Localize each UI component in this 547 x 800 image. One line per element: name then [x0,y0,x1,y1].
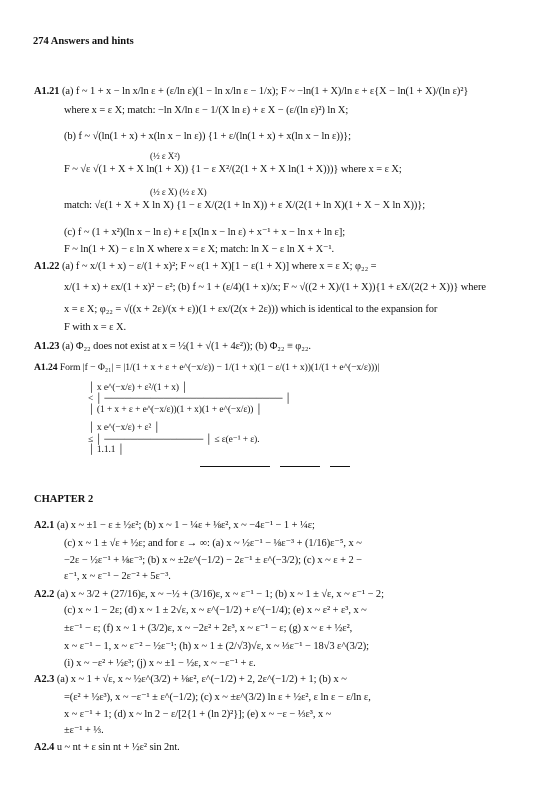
inequality-line: │ x e^(−x/ε) + ε² │ [88,423,161,433]
answer-line [64,226,345,238]
answer-text: ε⁻¹, x ~ ε⁻¹ − 2ε⁻² + 5ε⁻³. [64,571,171,582]
answer-number: A1.21 [34,86,60,97]
answer-line [34,519,315,531]
answer-text: (c) f ~ (1 + x²)(ln x − ln ε) + ε [x(ln x − ln ε) + x⁻¹ + x − ln x + ln ε]; [64,227,346,238]
running-head: 274 Answers and hints [33,36,134,47]
answer-line [64,622,352,634]
answer-number: A1.24 [34,362,58,373]
answer-line [64,243,334,255]
answer-text: x/(1 + x) + εx/(1 + x)² − ε²; (b) f ~ 1 + (ε/4)(1 + x)/x; F ~ √((2 + X)/(1 + X)){1 + εX/(2(2 + X))} where [64,282,486,293]
answer-text: where x = ε X; match: −ln X/ln ε − 1/(X ln ε) + ε X − (ε/(ln ε)²) ln X; [64,105,349,116]
answer-text: u ~ nt + ε sin nt + ½ε² sin 2nt. [56,742,180,753]
chapter-title: CHAPTER 2 [34,494,94,505]
answer-text: Form |f − Φ₂₁| = |1/(1 + x + ε + e^(−x/ε)) − 1/(1 + x)(1 − ε/(1 + x))(1/(1 + e^(−x/ε)))| [59,362,380,373]
answer-text: ±ε⁻¹ + ⅓. [64,725,104,736]
answer-text: (b) f ~ √(ln(1 + x) + x(ln x − ln ε)) {1 + ε/(ln(1 + x) + x(ln x − ln ε))}; [64,131,351,142]
answer-text: F ~ ln(1 + X) − ε ln X where x = ε X; match: ln X − ε ln X + X⁻¹. [64,244,335,255]
answer-text: (½ ε X) (½ ε X) [150,187,207,197]
answer-text: (a) x ~ 3/2 + (27/16)ε, x ~ −½ + (3/16)ε, x ~ ε⁻¹ − 1; (b) x ~ 1 ± √ε, x ~ ε⁻¹ − 2; [56,589,384,600]
answer-number: A1.22 [34,261,60,272]
answer-line [64,105,348,116]
answer-text: (a) Φ₂₂ does not exist at x = ½(1 + √(1 + 4ε²)); (b) Φ₂₂ ≡ φ₂₂. [62,341,311,352]
answer-text: (c) x ~ 1 − 2ε; (d) x ~ 1 ± 2√ε, x ~ ε^(−1/2) + ε^(−1/4); (e) x ~ ε² + ε³, x ~ [64,605,367,616]
answer-number: A2.1 [34,520,55,531]
inequality-line: │ (1 + x + ε + e^(−x/ε))(1 + x)(1 + e^(−x/ε)) │ [88,405,263,415]
answer-line [64,605,367,616]
answer-text: (i) x ~ −ε² + ½ε³; (j) x ~ ±1 − ½ε, x ~ −ε⁻¹ + ε. [64,658,256,669]
answer-text: ±ε⁻¹ − ε; (f) x ~ 1 + (3/2)ε, x ~ −2ε² + 2ε³, x ~ ε⁻¹ − ε; (g) x ~ ε + ½ε², [64,623,353,634]
answer-number: A1.23 [34,341,60,352]
answer-line [34,674,347,685]
answer-number: A2.2 [34,589,55,600]
answer-line [150,187,207,197]
inequality-line: │ x e^(−x/ε) + ε²/(1 + x) │ [88,383,188,393]
answer-line [64,657,256,669]
answer-line [64,640,369,652]
answer-line [64,708,331,720]
answer-line [64,554,362,566]
answer-text: x = ε X; φ₂₂ = √((x + 2ε)/(x + ε))(1 + εx/(2(x + 2ε))) which is identical to the expansion for [64,304,438,315]
answer-line [34,261,377,272]
answer-line [64,537,362,549]
answer-text: (½ ε X²) [150,151,180,161]
answer-number: A2.4 [34,742,55,753]
inequality-line: ≤ │ ─────────────── │ ≤ ε(e⁻¹ + ε). [88,435,260,445]
answer-text: (a) x ~ ±1 − ε ± ½ε²; (b) x ~ 1 − ¼ε + ⅛ε², x ~ −4ε⁻¹ − 1 + ¼ε; [56,520,315,531]
answer-text: x ~ ε⁻¹ − 1, x ~ ε⁻² − ½ε⁻¹; (h) x ~ 1 ± (2/√3)√ε, x ~ ⅓ε⁻¹ − 18√3 ε^(3/2); [64,641,369,652]
answer-line [34,362,379,373]
answer-text: F ~ √ε √(1 + X + X ln(1 + X)) {1 − ε X²/(2(1 + X + X ln(1 + X)))} where x = ε X; [64,164,402,175]
answer-line [64,691,371,703]
separator-rule [200,466,270,467]
separator-rule [280,466,320,467]
answer-line [150,151,180,161]
answer-line [34,341,311,352]
answer-text: (c) x ~ 1 ± √ε + ½ε; and for ε → ∞: (a) x ~ ½ε⁻¹ − ⅛ε⁻³ + (1/16)ε⁻⁵, x ~ [64,538,362,549]
inequality-line: │ 1.1.1 │ [88,445,125,455]
answer-text: match: √ε(1 + X + X ln X) {1 − ε X/(2(1 + ln X)) + ε X/(2(1 + ln X)(1 + X − X ln X))}; [64,200,426,211]
separator-rule [330,466,350,467]
answer-line [34,742,180,753]
answer-line [64,322,126,333]
answer-line [64,200,425,211]
answer-line [64,724,104,736]
answer-text: x ~ ε⁻¹ + 1; (d) x ~ ln 2 − ε/[2{1 + (ln 2)²}]; (e) x ~ −ε − ⅓ε³, x ~ [64,709,332,720]
inequality-line: < │ ─────────────────────────── │ [88,394,292,404]
answer-text: (a) f ~ x/(1 + x) − ε/(1 + x)²; F ~ ε(1 + X)[1 − ε(1 + X)] where x = ε X; φ₂₂ = [62,261,377,272]
answer-line [64,131,351,142]
answer-line [64,304,437,315]
answer-line [64,282,486,293]
answer-text: =(ε² + ½ε³), x ~ −ε⁻¹ ± ε^(−1/2); (c) x ~ ±ε^(3/2) ln ε + ½ε², ε ln ε − ε/ln ε, [64,692,371,703]
answer-text: (a) f ~ 1 + x − ln x/ln ε + (ε/ln ε)(1 − ln x/ln ε − 1/x); F ~ −ln(1 + X)/ln ε + ε{X − ln(1 + X)/(ln ε)²} [62,86,469,97]
answer-number: A2.3 [34,674,55,685]
answer-text: F with x = ε X. [64,322,127,333]
answer-line [34,86,468,97]
answer-line [64,164,402,175]
answer-text: −2ε − ½ε⁻¹ + ⅛ε⁻³; (b) x ~ ±2ε^(−1/2) − 2ε⁻¹ ± ε^(−3/2); (c) x ~ ε + 2 − [64,555,362,566]
answer-line [64,570,171,582]
answer-line [34,588,384,600]
answer-text: (a) x ~ 1 + √ε, x ~ ½ε^(3/2) + ⅛ε², ε^(−1/2) + 2, 2ε^(−1/2) + 1; (b) x ~ [56,674,347,685]
